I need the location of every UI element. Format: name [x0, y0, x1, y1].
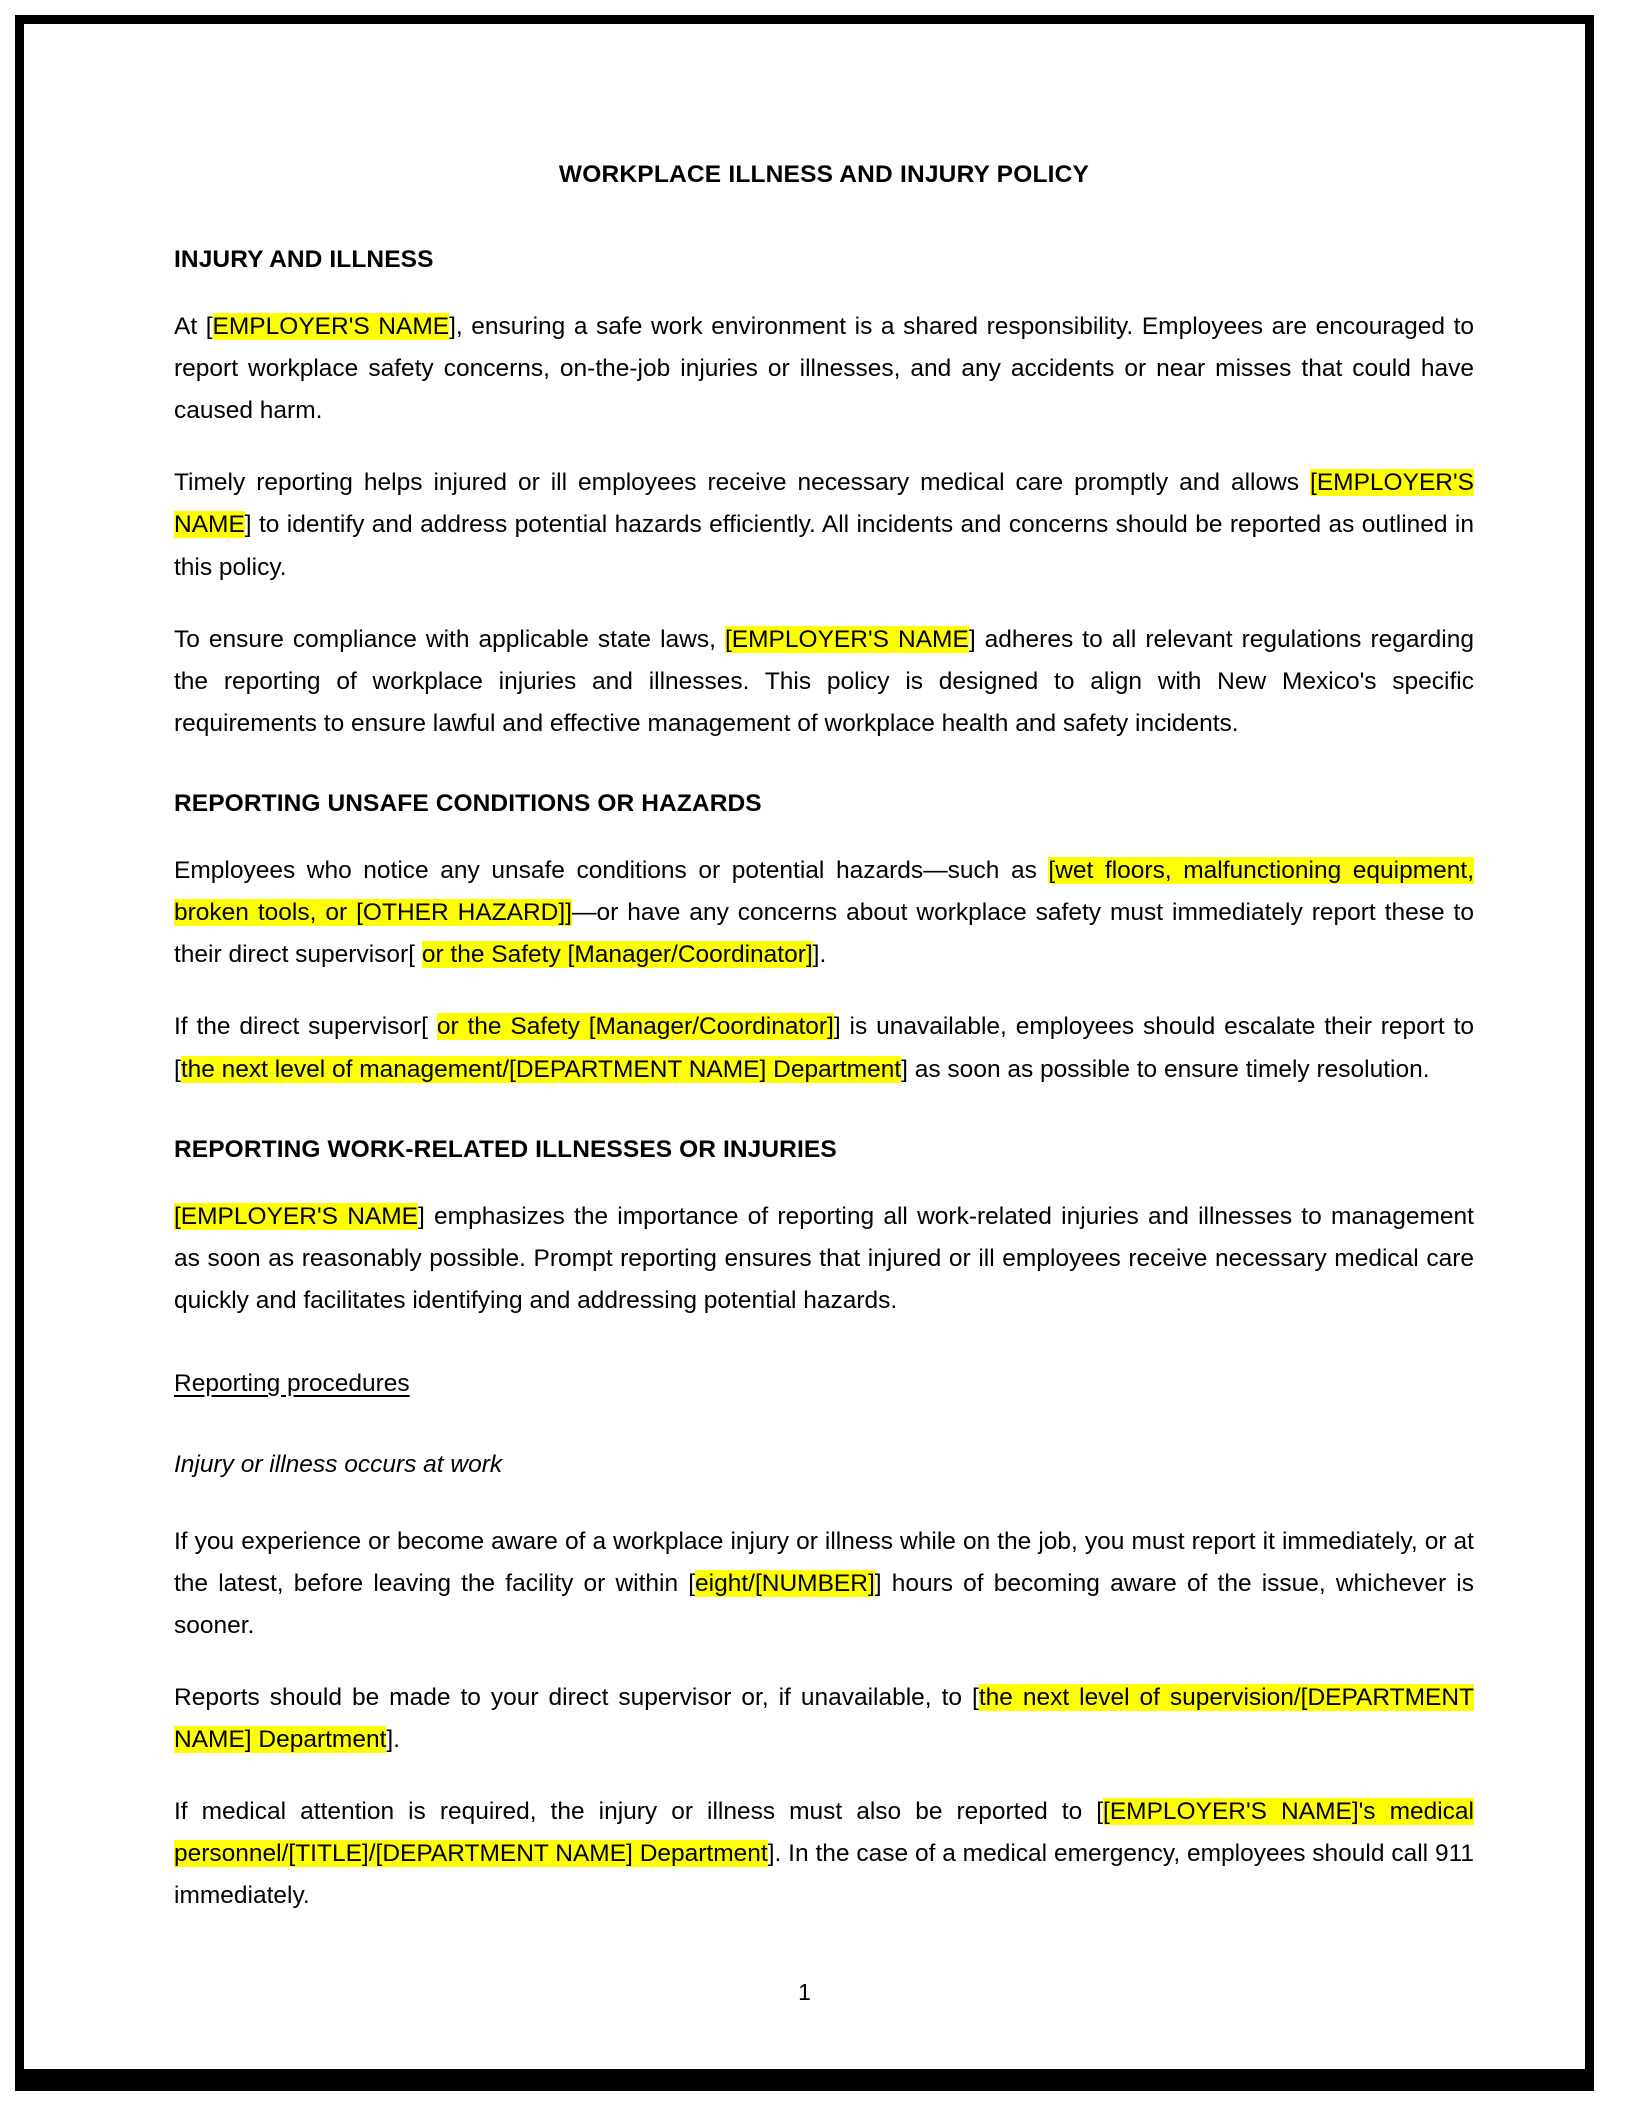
text-run: If you experience or become aware of a workplace injury or illness while on the job, you must report it immediately, or at the latest, before leaving the facility or within [ [174, 1527, 1474, 1597]
paragraph-medical-attention [174, 1791, 1474, 1917]
highlight-employer-name: [EMPLOYER'S NAME [174, 1202, 418, 1230]
paragraph-employer-emphasizes [174, 1196, 1474, 1322]
paragraph-state-compliance [174, 619, 1474, 745]
paragraph-unsafe-conditions-report [174, 850, 1474, 976]
highlight-employer-name: EMPLOYER'S NAME [212, 312, 450, 340]
page-canvas [24, 24, 1585, 2069]
subheading-reporting-procedures: Reporting procedures [174, 1370, 410, 1398]
text-run: —or have any concerns about workplace safety must immediately report these to their direct supervisor[ [174, 899, 1474, 969]
text-run: ] to identify and address potential hazards efficiently. All incidents and concerns should be reported as outlined in this policy. [174, 511, 1474, 581]
highlight-next-level-supervision: the next level of supervision/[DEPARTMENT NAME] Department [174, 1683, 1474, 1754]
document-title: WORKPLACE ILLNESS AND INJURY POLICY [558, 161, 1090, 188]
text-run: ] as soon as possible to ensure timely resolution. [901, 1055, 1430, 1083]
highlight-medical-personnel: [EMPLOYER'S NAME]'s medical personnel/[TITLE]/[DEPARTMENT NAME] Department [174, 1798, 1474, 1868]
paragraph-supervisor-unavailable [174, 1006, 1474, 1090]
section-heading-reporting-work-related: REPORTING WORK-RELATED ILLNESSES OR INJURIES [174, 1135, 837, 1163]
text-run: ] emphasizes the importance of reporting all work-related injuries and illnesses to management as soon as reasonably possible. Prompt reporting ensures that injured or ill employees receive necessary medical care quickly and facilitates identifying and addressing potential hazards. [174, 1202, 1474, 1315]
highlight-safety-manager: or the Safety [Manager/Coordinator] [421, 941, 813, 969]
text-run: ], ensuring a safe work environment is a shared responsibility. Employees are encouraged to report workplace safety concerns, on-the-job injuries or illnesses, and any accidents or near misses that could have caused harm. [174, 312, 1475, 425]
highlight-hours-number: eight/[NUMBER] [695, 1569, 875, 1597]
text-run: ]. In the case of a medical emergency, employees should call 911 immediately. [174, 1840, 1474, 1910]
highlight-employer-name: [EMPLOYER'S NAME [724, 625, 969, 653]
highlight-employer-name: [EMPLOYER'S NAME [174, 469, 1474, 539]
text-run: ]. [812, 941, 827, 969]
page-border-frame [15, 15, 1594, 2091]
section-heading-reporting-unsafe-conditions: REPORTING UNSAFE CONDITIONS OR HAZARDS [174, 790, 762, 818]
text-run: Reports should be made to your direct supervisor or, if unavailable, to [ [174, 1683, 979, 1711]
text-run: At [ [174, 312, 213, 340]
text-run: Timely reporting helps injured or ill employees receive necessary medical care promptly and allows [174, 469, 1311, 497]
document-content [174, 159, 1474, 1948]
highlight-safety-manager: or the Safety [Manager/Coordinator] [436, 1013, 834, 1041]
section-heading-injury-and-illness: INJURY AND ILLNESS [174, 245, 434, 273]
text-run: ] hours of becoming aware of the issue, whichever is sooner. [174, 1569, 1474, 1639]
text-run: ] is unavailable, employees should escalate their report to [ [174, 1013, 1475, 1083]
text-run: ] adheres to all relevant regulations regarding the reporting of workplace injuries and illnesses. This policy is designed to align with New Mexico's specific requirements to ensure lawful and effective management of workplace health and safety incidents. [174, 625, 1474, 737]
text-run: ]. [386, 1726, 401, 1754]
subheading-injury-occurs-at-work: Injury or illness occurs at work [174, 1451, 503, 1479]
paragraph-injury-intro [174, 306, 1474, 432]
paragraph-timely-reporting [174, 462, 1474, 588]
paragraph-reports-to-supervisor [174, 1677, 1474, 1761]
text-run: If medical attention is required, the injury or illness must also be reported to [ [174, 1798, 1104, 1826]
page-number: 1 [798, 1979, 811, 2005]
text-run: If the direct supervisor[ [174, 1013, 437, 1041]
text-run: To ensure compliance with applicable state laws, [174, 625, 725, 653]
highlight-next-level-management: the next level of management/[DEPARTMENT NAME] Department [180, 1055, 902, 1083]
text-run: Employees who notice any unsafe conditions or potential hazards—such as [174, 857, 1049, 885]
paragraph-report-timeframe [174, 1521, 1474, 1647]
highlight-hazard-examples: [wet floors, malfunctioning equipment, broken tools, or [OTHER HAZARD]] [174, 857, 1474, 927]
